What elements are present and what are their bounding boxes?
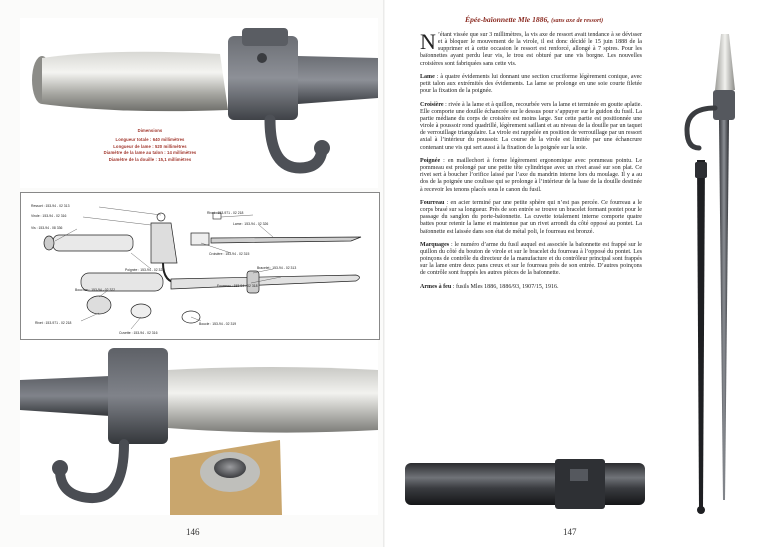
label-boucle: Boucle : 153-94 - 02 319 (199, 322, 237, 326)
paragraph-text: : le numéro d’arme du fusil auquel est associée la baïonnette est frappé sur le quillon du côté du bouton de virole et sur le bracelet du fourreau à l’opposé du pontet. Les poinçons de contrôle du directeur de la manufacture et du contrôleur principal sont frappés sur la lame entre deux pans creux et sur le fourreau près de son entrée. D’autres poinçons de contrôle sont frappés les autres pièces de la baïonnette. (420, 241, 642, 277)
dimensions-title: Dimensions (137, 128, 163, 133)
intro-paragraph (420, 29, 642, 68)
paragraph-lame (420, 74, 642, 95)
section-heading (465, 15, 603, 24)
bayonet-hilt-photo (20, 18, 378, 188)
label-bracelet: Bracelet : 153-94 - 02 313 (257, 266, 297, 270)
lead-term: Lame (420, 73, 435, 80)
bayonet-and-scabbard-photo (663, 30, 753, 520)
paragraph-poignee (420, 158, 642, 194)
scabbard-throat-photo (405, 455, 645, 513)
hilt-pommel-photo (20, 340, 378, 515)
label-virole: Virole : 153-94 - 02 316 (31, 214, 67, 218)
paragraph-text: : en acier terminé par une petite sphère qui n’est pas percée. Ce fourreau a le corps brasé sur sa longueur. Près de son entrée se trouve un bracelet formant pontet pour le passage du sanglon du porte-baïonnette. La cuvette totalement interne comporte quatre battes pour retenir la lame et maintenue par un rivet arrondi du côté opposé au pontet. La baïonnette est laissée dans son état de métal poli, le fourreau est bronzé. (420, 199, 642, 235)
spec-line: Diamètre de la lame au talon : 14 millimètres (103, 150, 197, 156)
label-ressort: Ressort : 153-94 - 02 313 (31, 204, 70, 208)
spec-line: Longueur de lame : 520 millimètres (113, 143, 187, 149)
label-vis: Vis : 153-94 - 08 336 (31, 226, 63, 230)
paragraph-text: : rivée à la lame et à quillon, recourbée vers la lame et terminée en goutte aplatie. Elle comporte une douille échancrée sur le dessus pour s’appuyer sur le guidon du fusil. La partie médiane du corps de croisière est moins large. Sur cette partie est positionnée une virole à poussoir rond quadrillé, légèrement saillant et au niveau de la douille par un taquet de verrouillage triangulaire. La virole est rappelée en position de verrouillage par un ressort axial à l’intérieur du poussoir. La course de la virole est limitée par une échancrure contenant une vis qui sert aussi à la fixation de la poignée sur la soie. (420, 101, 642, 151)
label-rivet-top: Rivet : 153-971 - 02 218 (207, 211, 244, 215)
lead-term: Fourreau (420, 199, 445, 206)
label-fourreau: Fourreau : 153-94 - 02 318 (217, 284, 258, 288)
page-number-left: 146 (186, 527, 200, 537)
label-cuvette: Cuvette : 153-94 - 02 316 (119, 331, 158, 335)
paragraph-fourreau (420, 200, 642, 236)
paragraph-text: : à quatre évidements lui donnant une section cruciforme légèrement conique, avec petit talon aux extrémités des évidements. La lame se prolonge en une soie courte filetée pour la fixation de la poignée. (420, 73, 642, 95)
spec-line: Longueur totale : 640 millimètres (115, 136, 185, 142)
lead-term: Marquages (420, 241, 450, 248)
paragraph-marquages (420, 242, 642, 278)
label-rivet: Rivet : 153-971 - 02 218 (35, 321, 72, 325)
lead-term: Armes à feu (420, 283, 452, 290)
heading-sub: (sans axe de ressort) (551, 17, 604, 24)
exploded-parts-diagram (20, 192, 380, 340)
drop-cap: N (420, 29, 436, 54)
heading-main: Épée-baïonnette Mle 1886, (465, 15, 550, 24)
dimensions-block (80, 128, 220, 164)
label-croisiere: Croisière : 153-94 - 02 315 (209, 252, 250, 256)
lead-term: Poignée (420, 157, 441, 164)
paragraph-armes (420, 284, 642, 291)
paragraph-croisiere (420, 102, 642, 152)
page-number-right: 147 (563, 527, 577, 537)
article-text (420, 29, 642, 297)
lead-term: Croisière (420, 101, 444, 108)
paragraph-text: : fusils Mles 1886, 1886/93, 1907/15, 1916. (451, 283, 559, 290)
label-bouchon: Bouchon : 153-94 - 02 322 (75, 288, 116, 292)
right-page (385, 0, 771, 547)
spec-line: Diamètre de la douille : 15,1 millimètres (108, 157, 192, 163)
paragraph-text: : en maillechort à forme légèrement ergonomique avec pommeau pointu. Le pommeau est prolongé par une petite tête cylindrique avec un rivet arasé sur son plat. Ce rivet sert à boucher l’orifice laissé par l’axe du mandrin interne lors du moulage. Il y a au dos de la poignée une coulisse qui se prolonge à l’intérieur de la base de la douille destinée à recevoir les tenons placés sous le canon du fusil. (420, 157, 642, 193)
label-lame: Lame : 153-94 - 02 326 (233, 222, 269, 226)
label-poignee: Poignée : 153-94 - 02 328 (125, 268, 165, 272)
intro-text: ’étant vissée que sur 3 millimètres, la vis axe de ressort avait tendance à se dévisser et à bloquer le mouvement de la virole, il est donc décidé le 15 juin 1888 de la supprimer et à cette occasion le ressort est renforcé, allongé à 7 spires. Pour les baïonnettes ayant perdu leur vis, le trou est obturé par une vis borgne. Les nouvelles croisières sont fabriquées sans cette vis. (420, 32, 642, 67)
left-page (0, 0, 385, 547)
